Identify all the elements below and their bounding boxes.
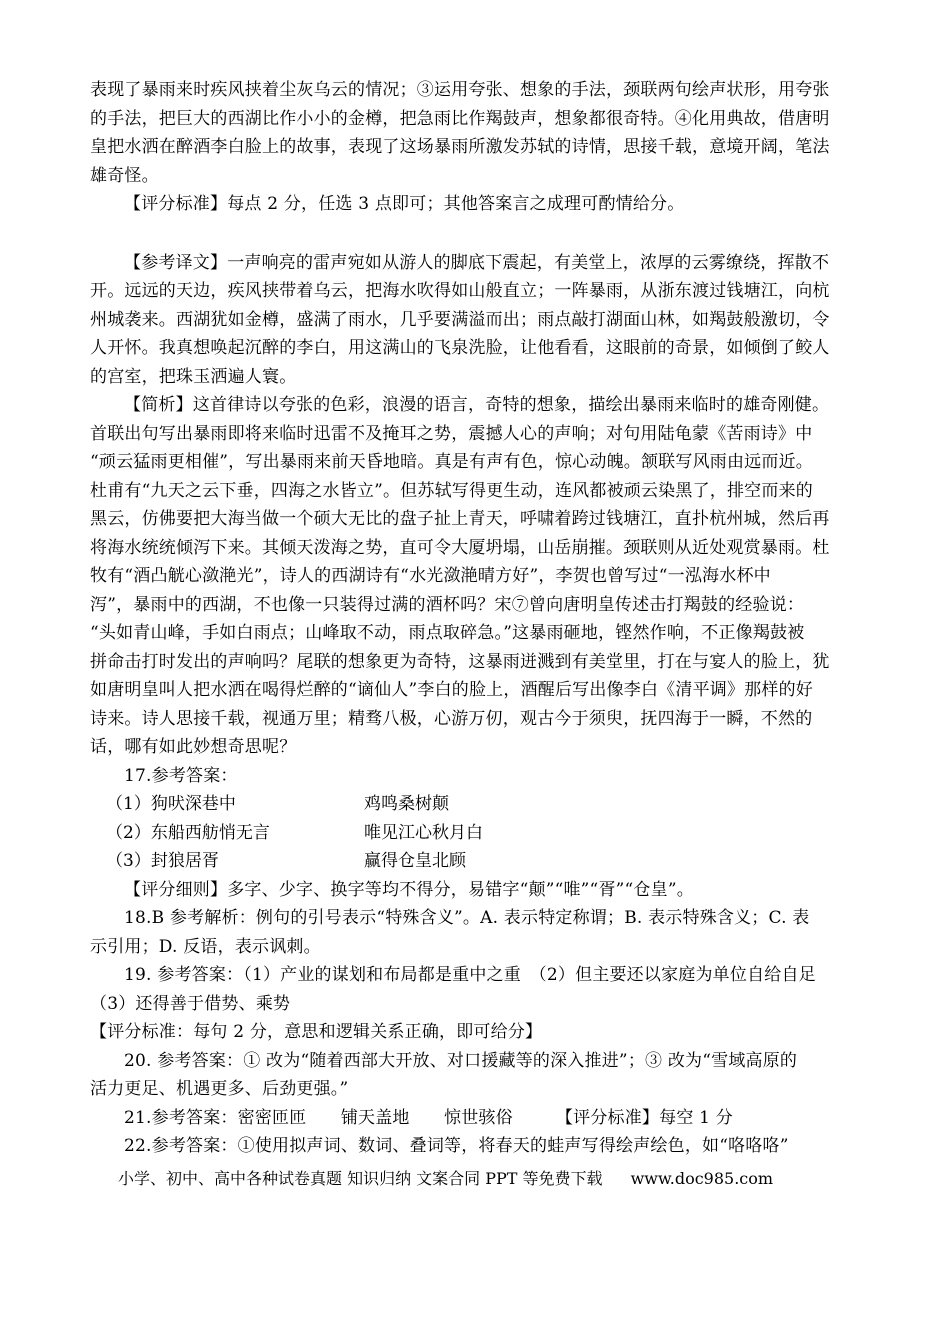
text-line: 首联出句写出暴雨即将来临时迅雷不及掩耳之势，震撼人心的声响；对句用陆龟蒙《苦雨诗》中 (90, 423, 813, 444)
scoring-note: 【评分标准】每点 2 分，任选 3 点即可；其他答案言之成理可酌情给分。 (124, 194, 685, 214)
text-line: 黑云，仿佛要把大海当做一个硕大无比的盘子扯上青天，呼啸着跨过钱塘江，直扑杭州城，然后再 (90, 509, 830, 529)
question-21-answer: 21.参考答案：密密匝匝 铺天盖地 惊世骇俗 【评分标准】每空 1 分 (124, 1107, 733, 1128)
text-line: “头如青山峰，手如白雨点；山峰取不动，雨点取碎急。”这暴雨砸地，铿然作响，不正像羯鼓被 (90, 623, 805, 643)
footer-text: 小学、初中、高中各种试卷真题 知识归纳 文案合同 PPT 等免费下载 (118, 1169, 603, 1188)
question-18-answer: 18.B 参考解析：例句的引号表示“特殊含义”。A. 表示特定称谓；B. 表示特殊含义；C. 表 (124, 908, 810, 928)
question-20-answer: 20. 参考答案：① 改为“随着西部大开放、对口援藏等的深入推进”；③ 改为“雪域高原的 (124, 1050, 798, 1071)
answer-row (90, 847, 880, 876)
text-line: 的宫室，把珠玉洒遍人寰。 (90, 366, 297, 387)
text-line: 表现了暴雨来时疾风挟着尘灰乌云的情况；③运用夸张、想象的手法，颈联两句绘声状形，用夸张 (90, 80, 830, 100)
text-line: 皇把水洒在醉酒李白脸上的故事，表现了这场暴雨所激发苏轼的诗情，思接千载，意境开阔，笔法 (90, 137, 830, 157)
text-line: 的手法，把巨大的西湖比作小小的金樽，把急雨比作羯鼓声，想象都很奇特。④化用典故，借唐明 (90, 108, 830, 129)
text-line: （3）还得善于借势、乘势 (90, 993, 291, 1014)
paragraph-gap (90, 219, 880, 249)
text-line: 示引用；D. 反语，表示讽刺。 (90, 936, 321, 957)
answer-second-half: 鸡鸣桑树颠 (364, 794, 449, 814)
question-19-answer: 19. 参考答案：（1）产业的谋划和布局都是重中之重 （2）但主要还以家庭为单位自给自足 (124, 965, 816, 985)
text-line: 人开怀。我真想唤起沉醉的李白，用这满山的飞泉洗脸，让他看看，这眼前的奇景，如倾倒了鲛人 (90, 338, 830, 358)
answer-row (90, 790, 880, 819)
text-line: 拼命击打时发出的声响吗？尾联的想象更为奇特，这暴雨迸溅到有美堂里，打在与宴人的脸上，犹 (90, 651, 830, 672)
analysis-heading-line: 【简析】这首律诗以夸张的色彩，浪漫的语言，奇特的想象，描绘出暴雨来临时的雄奇刚健。 (124, 395, 830, 415)
answer-first-half: （2）东船西舫悄无言 (106, 822, 270, 843)
page-footer (118, 1166, 773, 1189)
text-line: 将海水统统倾泻下来。其倾天泼海之势，直可令大厦坍塌，山岳崩摧。颈联则从近处观赏暴雨。杜 (90, 537, 830, 558)
text-line: 诗来。诗人思接千载，视通万里；精骛八极，心游万仞，观古今于须臾，抚四海于一瞬，不然的 (90, 708, 813, 729)
answer-first-half: （3）封狼居胥 (106, 851, 219, 871)
translation-heading-line: 【参考译文】一声响亮的雷声宛如从游人的脚底下震起，有美堂上，浓厚的云雾缭绕，挥散不 (124, 252, 830, 273)
text-line: 活力更足、机遇更多、后劲更强。” (90, 1079, 349, 1099)
text-line: 牧有“酒凸觥心潋滟光”，诗人的西湖诗有“水光潋滟晴方好”，李贺也曾写过“一泓海水杯中 (90, 566, 771, 586)
text-line: 如唐明皇叫人把水洒在喝得烂醉的“谪仙人”李白的脸上，酒醒后写出像李白《清平调》那样的好 (90, 680, 813, 700)
scoring-detail: 【评分细则】多字、少字、换字等均不得分，易错字“颠”“唯”“胥”“仓皇”。 (124, 879, 694, 900)
question-17-heading: 17.参考答案： (124, 765, 238, 786)
text-line: 雄奇怪。 (90, 165, 159, 186)
text-line: 杜甫有“九天之云下垂，四海之水皆立”。但苏轼写得更生动，连风都被顽云染黑了，排空而来的 (90, 480, 813, 501)
text-line: 开。远远的天边，疾风挟带着乌云，把海水吹得如山般直立；一阵暴雨，从浙东渡过钱塘江，向杭 (90, 281, 830, 301)
text-line: 泻”，暴雨中的西湖，不也像一只装得过满的酒杯吗？宋⑦曾向唐明皇传述击打羯鼓的经验说： (90, 594, 805, 615)
answer-first-half: （1）狗吠深巷中 (106, 794, 236, 814)
answer-second-half: 赢得仓皇北顾 (364, 851, 466, 871)
question-22-answer: 22.参考答案：①使用拟声词、数词、叠词等，将春天的蛙声写得绘声绘色，如“咯咯咯” (124, 1136, 789, 1156)
answer-second-half: 唯见江心秋月白 (364, 822, 483, 843)
answer-row (90, 819, 880, 848)
scoring-note: 【评分标准：每句 2 分，意思和逻辑关系正确，即可给分】 (90, 1022, 543, 1042)
text-line: 州城袭来。西湖犹如金樽，盛满了雨水，几乎要满溢而出；雨点敲打湖面山林，如羯鼓般激切，令 (90, 309, 830, 330)
document-body (90, 76, 880, 1161)
text-line: “顽云猛雨更相催”，写出暴雨来前天昏地暗。真是有声有色，惊心动魄。颔联写风雨由远而近。 (90, 452, 813, 472)
text-line: 话，哪有如此妙想奇思呢？ (90, 737, 297, 757)
footer-site-link[interactable]: www.doc985.com (630, 1169, 774, 1188)
